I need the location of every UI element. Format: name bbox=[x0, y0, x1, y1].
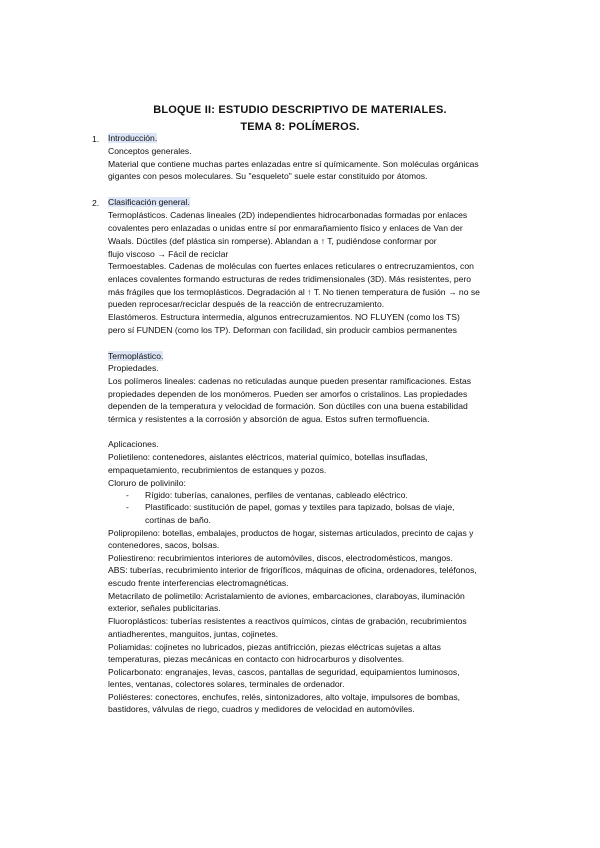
paragraph-line: Poliestireno: recubrimientos interiores de automóviles, discos, electrodomésticos, mangos. bbox=[108, 553, 453, 563]
bullet-item-continued: cortinas de baño. bbox=[145, 515, 211, 525]
paragraph-line: dependen de la temperatura y velocidad de formación. Son dúctiles con una buena estabilidad bbox=[108, 401, 468, 411]
paragraph-line: Polipropileno: botellas, embalajes, productos de hogar, sistemas articulados, precinto de cajas y bbox=[108, 528, 474, 538]
paragraph-line: flujo viscoso → Fácil de reciclar bbox=[108, 249, 229, 259]
paragraph-line: Material que contiene muchas partes enlazadas entre sí químicamente. Son moléculas orgánicas bbox=[108, 159, 479, 169]
paragraph-line: antiadherentes, manguitos, juntas, cojinetes. bbox=[108, 629, 279, 639]
bullet-marker: - bbox=[126, 502, 129, 512]
paragraph-line: Policarbonato: engranajes, levas, cascos, pantallas de seguridad, equipamientos luminosos, bbox=[108, 667, 460, 677]
paragraph-line: ABS: tuberías, recubrimiento interior de frigoríficos, máquinas de oficina, ordenadores, teléfonos, bbox=[108, 565, 477, 575]
paragraph-line: térmica y resistentes a la corrosión y absorción de agua. Estos sufren termofluencia. bbox=[108, 414, 430, 424]
paragraph-line: pero sí FUNDEN (como los TP). Deforman con facilidad, sin producir cambios permanentes bbox=[108, 325, 457, 335]
paragraph-line: Fluoroplásticos: tuberías resistentes a reactivos químicos, cintas de grabación, recubrimientos bbox=[108, 616, 467, 626]
subheading: Conceptos generales. bbox=[108, 146, 192, 156]
paragraph-line: Los polímeros lineales: cadenas no reticuladas aunque pueden presentar ramificaciones. Estas bbox=[108, 376, 472, 386]
paragraph-line: escudo frente interferencias electromagnéticas. bbox=[108, 578, 289, 588]
paragraph-line: Termoplásticos. Cadenas lineales (2D) independientes hidrocarbonadas formadas por enlaces bbox=[108, 210, 468, 220]
bullet-marker: - bbox=[126, 490, 129, 500]
section-heading: Introducción. bbox=[108, 133, 158, 143]
paragraph-line: bastidores, válvulas de riego, cuadros y medidores de velocidad en automóviles. bbox=[108, 704, 415, 714]
subheading: Propiedades. bbox=[108, 363, 159, 373]
paragraph-line: propiedades dependen de los monómeros. Pueden ser amorfos o cristalinos. Las propiedades bbox=[108, 389, 468, 399]
paragraph-line: enlaces covalentes formando estructuras de redes tridimensionales (3D). Más resistentes, pero bbox=[108, 274, 472, 284]
subheading: Aplicaciones. bbox=[108, 439, 159, 449]
paragraph-line: Polietileno: contenedores, aislantes eléctricos, material químico, botellas insufladas, bbox=[108, 452, 428, 462]
paragraph-line: gigantes con pesos moleculares. Su "esqueleto" suele estar constituido por átomos. bbox=[108, 171, 428, 181]
paragraph-line: empaquetamiento, recubrimientos de estanques y pozos. bbox=[108, 465, 327, 475]
section-number: 2. bbox=[92, 198, 100, 208]
paragraph-line: exterior, señales publicitarias. bbox=[108, 603, 221, 613]
paragraph-line: Elastómeros. Estructura intermedia, algunos entrecruzamientos. NO FLUYEN (como los TS) bbox=[108, 312, 460, 322]
paragraph-line: lentes, ventanas, colectores solares, terminales de ordenador. bbox=[108, 679, 345, 689]
paragraph-line: Poliamidas: cojinetes no lubricados, piezas antifricción, piezas eléctricas sujetas a altas bbox=[108, 642, 441, 652]
paragraph-line: covalentes pero enlazadas o unidas entre sí por enmarañamiento físico y enlaces de Van der bbox=[108, 223, 463, 233]
document-subtitle: TEMA 8: POLÍMEROS. bbox=[240, 121, 360, 133]
paragraph-line: Waals. Dúctiles (def plástica sin romperse). Ablandan a ↑ T, pudiéndose conformar por bbox=[108, 236, 437, 246]
paragraph-line: temperaturas, piezas mecánicas en contacto con hidrocarburos y disolventes. bbox=[108, 654, 405, 664]
paragraph-line: contenedores, sacos, bolsas. bbox=[108, 540, 220, 550]
bullet-item: Plastificado: sustitución de papel, gomas y textiles para tapizado, bolsas de viaje, bbox=[145, 502, 455, 512]
document-title: BLOQUE II: ESTUDIO DESCRIPTIVO DE MATERIALES. bbox=[153, 104, 447, 116]
paragraph-line: Cloruro de polivinilo: bbox=[108, 478, 186, 488]
section-number: 1. bbox=[92, 134, 100, 144]
paragraph-line: Poliésteres: conectores, enchufes, relés, sintonizadores, alto voltaje, impulsores de bombas, bbox=[108, 692, 461, 702]
paragraph-line: Metacrilato de polimetilo: Acristalamiento de aviones, embarcaciones, claraboyas, iluminación bbox=[108, 591, 465, 601]
paragraph-line: Termoestables. Cadenas de moléculas con fuertes enlaces reticulares o entrecruzamientos, con bbox=[108, 261, 474, 271]
section-heading: Clasificación general. bbox=[108, 197, 190, 207]
paragraph-line: pueden reprocesar/reciclar después de la reacción de entrecruzamiento. bbox=[108, 299, 385, 309]
section-heading: Termoplástico. bbox=[108, 351, 164, 361]
paragraph-line: más frágiles que los termoplásticos. Degradación al ↑ T. No tienen temperatura de fusión → no se bbox=[108, 287, 480, 297]
bullet-item: Rígido: tuberías, canalones, perfiles de ventanas, cableado eléctrico. bbox=[145, 490, 408, 500]
